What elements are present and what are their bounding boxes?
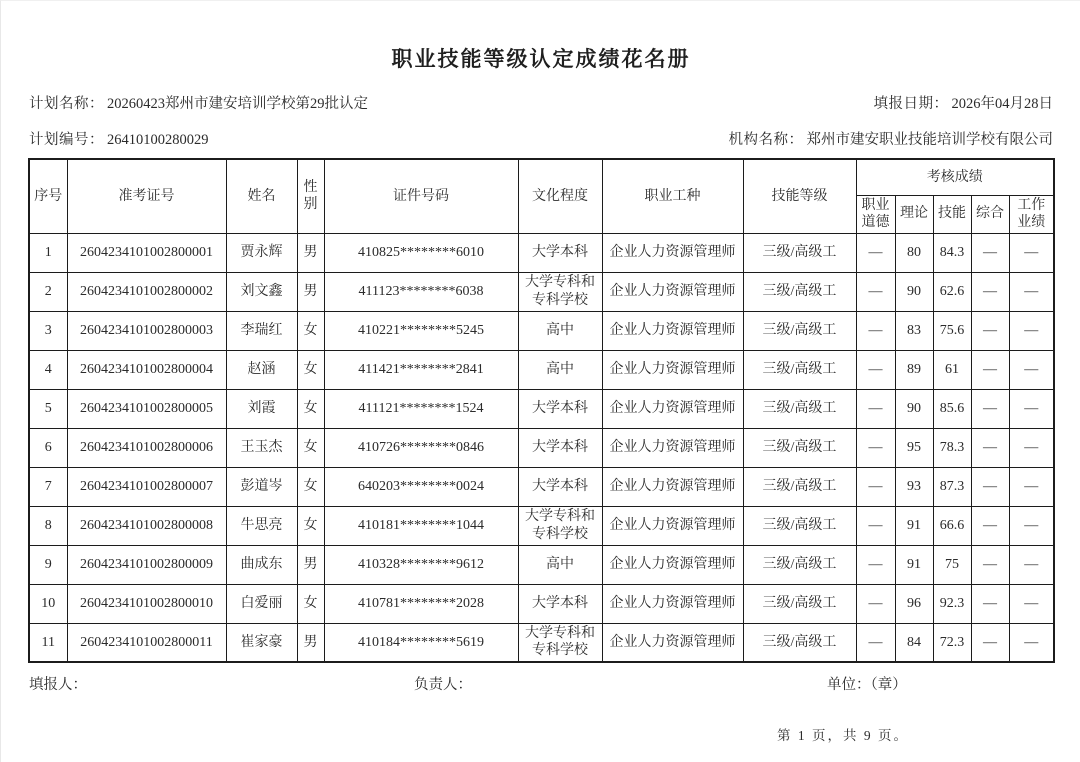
table-cell: 640203********0024 xyxy=(324,467,518,506)
table-cell: — xyxy=(1009,428,1054,467)
table-cell: 75 xyxy=(933,545,971,584)
page-title: 职业技能等级认定成绩花名册 xyxy=(391,48,691,71)
table-cell: — xyxy=(856,233,895,272)
table-cell: 三级/高级工 xyxy=(743,623,856,662)
col-header-comprehensive: 综合 xyxy=(971,195,1009,233)
table-cell: 女 xyxy=(297,389,324,428)
table-cell: 女 xyxy=(297,506,324,545)
table-cell: 企业人力资源管理师 xyxy=(602,389,743,428)
table-cell: 男 xyxy=(297,623,324,662)
table-cell: 高中 xyxy=(518,545,602,584)
table-cell: 410726********0846 xyxy=(324,428,518,467)
table-row xyxy=(29,545,1054,584)
table-cell: 92.3 xyxy=(933,584,971,623)
table-cell: 三级/高级工 xyxy=(743,428,856,467)
header-row-top xyxy=(29,159,1054,195)
table-cell: 企业人力资源管理师 xyxy=(602,467,743,506)
table-cell: 企业人力资源管理师 xyxy=(602,506,743,545)
table-row xyxy=(29,428,1054,467)
col-header-gender: 性别 xyxy=(297,159,324,233)
table-cell: 411123********6038 xyxy=(324,272,518,311)
plan-name-value: 20260423郑州市建安培训学校第29批认定 xyxy=(107,96,368,112)
table-cell: — xyxy=(1009,545,1054,584)
col-header-work: 工作业绩 xyxy=(1009,195,1054,233)
col-header-seq: 序号 xyxy=(29,159,67,233)
table-cell: — xyxy=(856,350,895,389)
unit-seal-label: 单位：（章） xyxy=(827,677,907,693)
table-cell: 曲成东 xyxy=(226,545,297,584)
col-header-id-no: 证件号码 xyxy=(324,159,518,233)
table-cell: — xyxy=(856,272,895,311)
table-cell: 女 xyxy=(297,311,324,350)
table-cell: 66.6 xyxy=(933,506,971,545)
table-cell: 2604234101002800007 xyxy=(67,467,226,506)
table-cell: — xyxy=(971,350,1009,389)
table-cell: 2604234101002800002 xyxy=(67,272,226,311)
plan-name-label: 计划名称： xyxy=(29,96,104,112)
plan-no xyxy=(29,128,209,149)
table-cell: 企业人力资源管理师 xyxy=(602,545,743,584)
table-cell: 企业人力资源管理师 xyxy=(602,233,743,272)
table-cell: — xyxy=(856,506,895,545)
table-cell: — xyxy=(971,623,1009,662)
table-cell: 89 xyxy=(895,350,933,389)
table-cell: 大学专科和专科学校 xyxy=(518,506,602,545)
table-cell: 3 xyxy=(29,311,67,350)
table-cell: 8 xyxy=(29,506,67,545)
table-cell: — xyxy=(1009,584,1054,623)
table-cell: 高中 xyxy=(518,311,602,350)
table-cell: 84 xyxy=(895,623,933,662)
table-cell: 62.6 xyxy=(933,272,971,311)
table-cell: 企业人力资源管理师 xyxy=(602,428,743,467)
manager-label: 负责人： xyxy=(414,677,472,693)
table-cell: 三级/高级工 xyxy=(743,272,856,311)
col-header-name: 姓名 xyxy=(226,159,297,233)
table-cell: 7 xyxy=(29,467,67,506)
table-cell: 企业人力资源管理师 xyxy=(602,584,743,623)
table-cell: 80 xyxy=(895,233,933,272)
table-cell: — xyxy=(856,545,895,584)
meta-row-1 xyxy=(29,92,1053,113)
table-cell: 大学本科 xyxy=(518,584,602,623)
page-indicator: 第 1 页，共 9 页。 xyxy=(777,728,909,743)
table-cell: 2604234101002800011 xyxy=(67,623,226,662)
table-cell: 三级/高级工 xyxy=(743,506,856,545)
org-name-value: 郑州市建安职业技能培训学校有限公司 xyxy=(806,132,1053,148)
table-row xyxy=(29,350,1054,389)
col-header-exam-no: 准考证号 xyxy=(67,159,226,233)
table-cell: 410781********2028 xyxy=(324,584,518,623)
table-cell: 大学本科 xyxy=(518,467,602,506)
table-row xyxy=(29,506,1054,545)
table-cell: — xyxy=(1009,272,1054,311)
table-cell: 企业人力资源管理师 xyxy=(602,350,743,389)
table-cell: 410221********5245 xyxy=(324,311,518,350)
signature-row xyxy=(1,673,1080,693)
table-cell: 90 xyxy=(895,272,933,311)
col-header-occupation: 职业工种 xyxy=(602,159,743,233)
table-row xyxy=(29,311,1054,350)
table-cell: — xyxy=(856,623,895,662)
table-cell: 2604234101002800006 xyxy=(67,428,226,467)
table-cell: 崔家豪 xyxy=(226,623,297,662)
table-cell: — xyxy=(971,272,1009,311)
table-cell: — xyxy=(971,467,1009,506)
plan-name xyxy=(29,92,368,113)
table-cell: 白爱丽 xyxy=(226,584,297,623)
table-cell: 410328********9612 xyxy=(324,545,518,584)
table-cell: 410184********5619 xyxy=(324,623,518,662)
table-cell: 三级/高级工 xyxy=(743,467,856,506)
table-cell: 91 xyxy=(895,545,933,584)
table-cell: 2604234101002800005 xyxy=(67,389,226,428)
table-cell: 三级/高级工 xyxy=(743,233,856,272)
table-cell: 刘文鑫 xyxy=(226,272,297,311)
col-header-ethics: 职业道德 xyxy=(856,195,895,233)
results-table-head xyxy=(29,159,1054,233)
table-cell: 大学本科 xyxy=(518,428,602,467)
table-cell: 2604234101002800010 xyxy=(67,584,226,623)
table-cell: 9 xyxy=(29,545,67,584)
table-cell: 72.3 xyxy=(933,623,971,662)
table-cell: 10 xyxy=(29,584,67,623)
table-cell: 三级/高级工 xyxy=(743,584,856,623)
table-cell: 大学本科 xyxy=(518,389,602,428)
table-cell: 王玉杰 xyxy=(226,428,297,467)
report-date-label: 填报日期： xyxy=(873,96,949,112)
table-cell: 大学本科 xyxy=(518,233,602,272)
table-cell: 企业人力资源管理师 xyxy=(602,311,743,350)
table-cell: — xyxy=(971,311,1009,350)
table-cell: 三级/高级工 xyxy=(743,311,856,350)
table-cell: 2604234101002800008 xyxy=(67,506,226,545)
table-cell: 4 xyxy=(29,350,67,389)
col-header-education: 文化程度 xyxy=(518,159,602,233)
table-cell: — xyxy=(971,545,1009,584)
table-row xyxy=(29,272,1054,311)
table-cell: 90 xyxy=(895,389,933,428)
table-cell: 大学专科和专科学校 xyxy=(518,623,602,662)
results-table xyxy=(28,158,1055,663)
table-cell: 女 xyxy=(297,584,324,623)
table-cell: 企业人力资源管理师 xyxy=(602,623,743,662)
table-cell: 11 xyxy=(29,623,67,662)
table-cell: 411421********2841 xyxy=(324,350,518,389)
table-cell: 女 xyxy=(297,428,324,467)
table-cell: — xyxy=(856,584,895,623)
col-header-scores-group: 考核成绩 xyxy=(856,159,1054,195)
table-cell: 410181********1044 xyxy=(324,506,518,545)
table-cell: — xyxy=(1009,311,1054,350)
org-name-label: 机构名称： xyxy=(728,132,804,148)
table-cell: 彭道岑 xyxy=(226,467,297,506)
table-row xyxy=(29,389,1054,428)
table-cell: — xyxy=(1009,467,1054,506)
table-cell: — xyxy=(971,428,1009,467)
plan-no-value: 26410100280029 xyxy=(107,132,209,148)
table-cell: 6 xyxy=(29,428,67,467)
table-row xyxy=(29,623,1054,662)
table-cell: 牛思亮 xyxy=(226,506,297,545)
table-cell: 企业人力资源管理师 xyxy=(602,272,743,311)
report-date-value: 2026年04月28日 xyxy=(951,96,1053,112)
table-cell: 女 xyxy=(297,350,324,389)
table-cell: 2604234101002800001 xyxy=(67,233,226,272)
table-cell: 女 xyxy=(297,467,324,506)
table-cell: 75.6 xyxy=(933,311,971,350)
table-cell: — xyxy=(856,311,895,350)
table-cell: 2 xyxy=(29,272,67,311)
table-cell: 61 xyxy=(933,350,971,389)
table-cell: 大学专科和专科学校 xyxy=(518,272,602,311)
table-cell: 三级/高级工 xyxy=(743,545,856,584)
table-cell: — xyxy=(971,584,1009,623)
col-header-level: 技能等级 xyxy=(743,159,856,233)
filler-label: 填报人： xyxy=(29,677,87,693)
table-cell: 2604234101002800009 xyxy=(67,545,226,584)
table-cell: 411121********1524 xyxy=(324,389,518,428)
table-cell: 刘霞 xyxy=(226,389,297,428)
table-cell: 三级/高级工 xyxy=(743,389,856,428)
table-cell: 93 xyxy=(895,467,933,506)
table-cell: 三级/高级工 xyxy=(743,350,856,389)
table-cell: 2604234101002800004 xyxy=(67,350,226,389)
table-cell: — xyxy=(971,506,1009,545)
table-cell: 91 xyxy=(895,506,933,545)
table-cell: 1 xyxy=(29,233,67,272)
col-header-theory: 理论 xyxy=(895,195,933,233)
table-cell: — xyxy=(971,233,1009,272)
table-cell: 84.3 xyxy=(933,233,971,272)
table-cell: 410825********6010 xyxy=(324,233,518,272)
plan-no-label: 计划编号： xyxy=(29,132,104,148)
table-cell: 5 xyxy=(29,389,67,428)
table-cell: — xyxy=(1009,233,1054,272)
table-cell: 男 xyxy=(297,545,324,584)
table-cell: — xyxy=(1009,350,1054,389)
table-cell: 85.6 xyxy=(933,389,971,428)
table-cell: 95 xyxy=(895,428,933,467)
table-cell: — xyxy=(856,389,895,428)
table-row xyxy=(29,233,1054,272)
table-cell: 贾永辉 xyxy=(226,233,297,272)
table-cell: 高中 xyxy=(518,350,602,389)
org-name xyxy=(729,128,1054,149)
results-table-body xyxy=(29,233,1054,662)
table-cell: 赵涵 xyxy=(226,350,297,389)
table-row xyxy=(29,584,1054,623)
meta-row-2 xyxy=(29,128,1053,149)
table-cell: — xyxy=(971,389,1009,428)
table-cell: — xyxy=(856,428,895,467)
table-cell: — xyxy=(856,467,895,506)
table-cell: 78.3 xyxy=(933,428,971,467)
table-cell: 96 xyxy=(895,584,933,623)
table-cell: — xyxy=(1009,623,1054,662)
table-cell: 男 xyxy=(297,272,324,311)
table-cell: 男 xyxy=(297,233,324,272)
col-header-skill: 技能 xyxy=(933,195,971,233)
report-date xyxy=(874,92,1054,113)
table-cell: 83 xyxy=(895,311,933,350)
table-cell: — xyxy=(1009,506,1054,545)
table-cell: — xyxy=(1009,389,1054,428)
table-cell: 2604234101002800003 xyxy=(67,311,226,350)
table-cell: 李瑞红 xyxy=(226,311,297,350)
table-row xyxy=(29,467,1054,506)
table-cell: 87.3 xyxy=(933,467,971,506)
